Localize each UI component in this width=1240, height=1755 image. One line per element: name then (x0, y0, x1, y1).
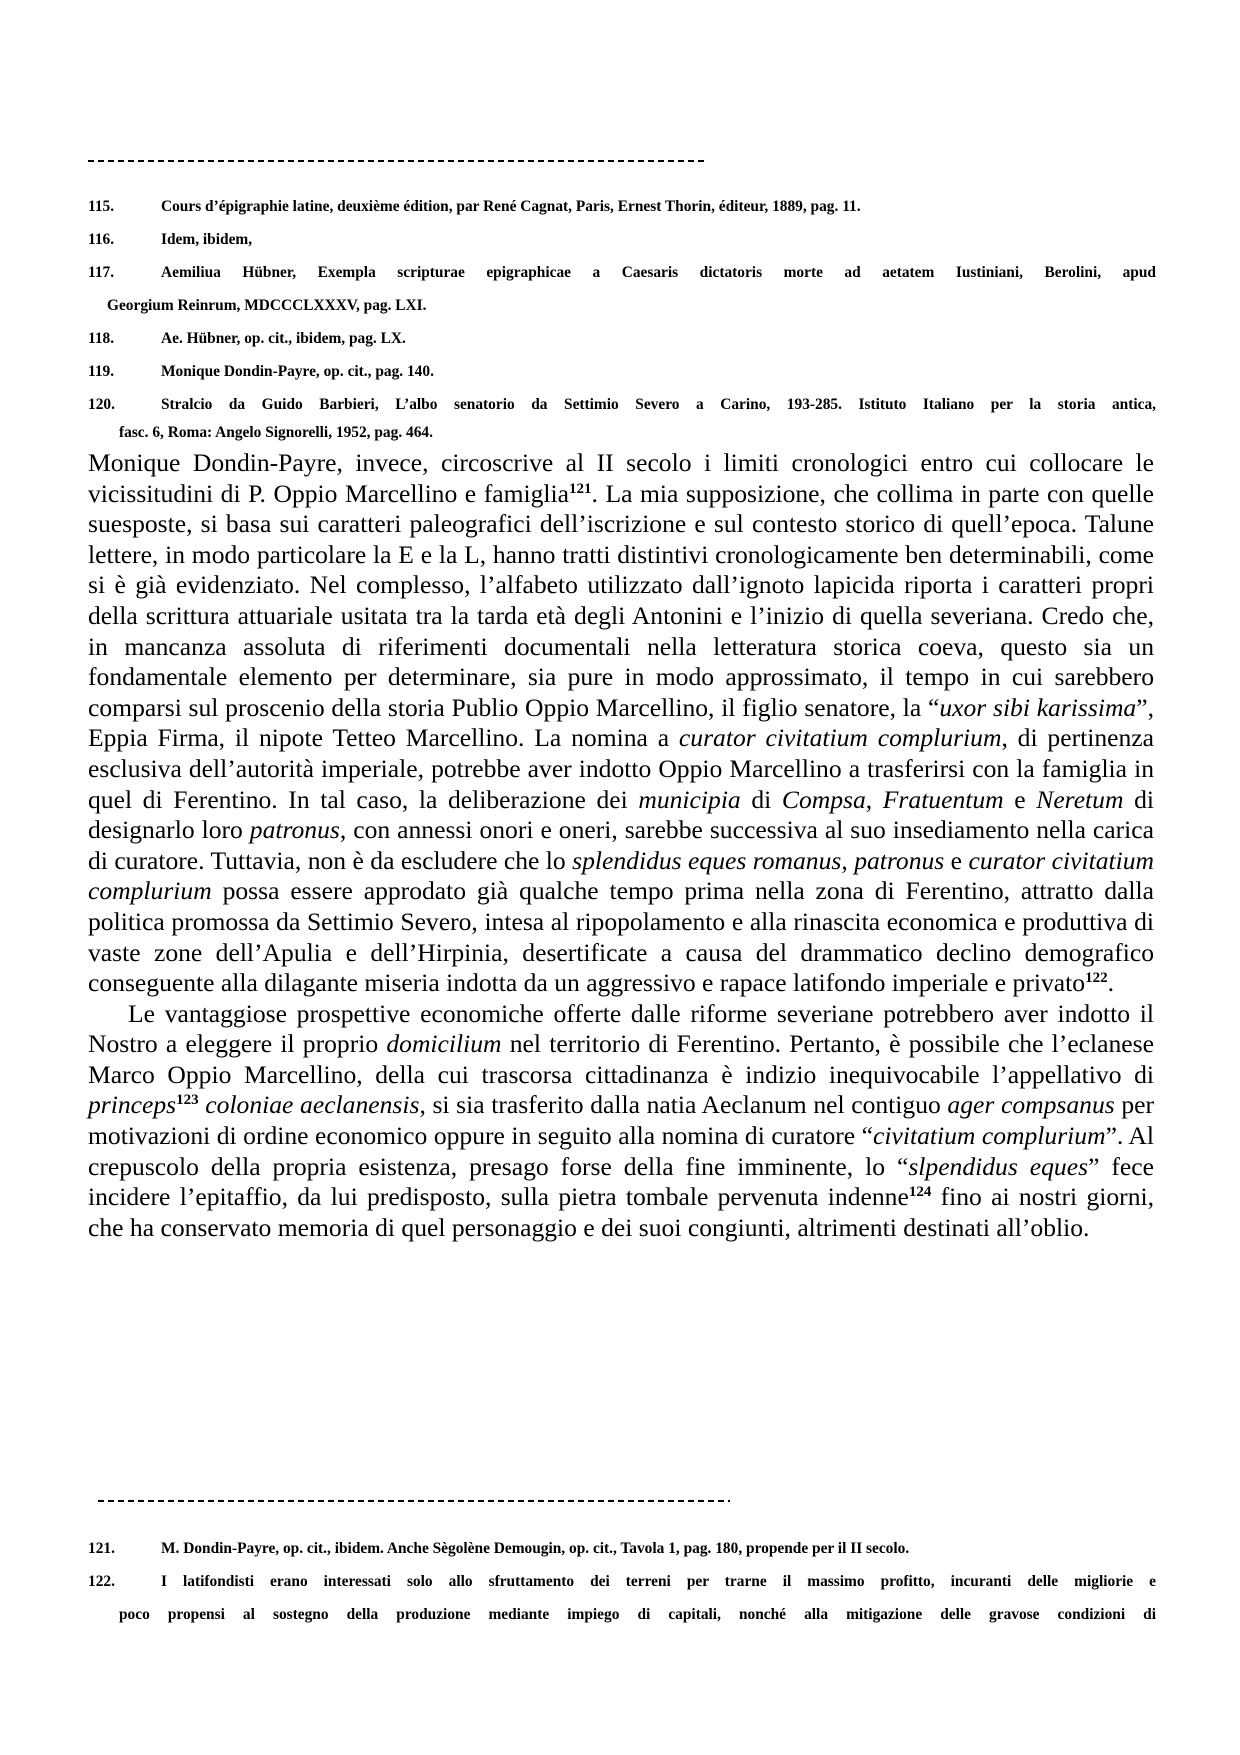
footnote-continuation: Georgium Reinrum, MDCCCLXXXV, pag. LXI. (107, 297, 427, 314)
footnotes-top (88, 190, 1156, 445)
footnote-number: 119. (88, 363, 115, 380)
footnote-118 (88, 322, 1156, 355)
footnote-121 (88, 1532, 1156, 1565)
footnote-number: 115. (88, 198, 115, 215)
footnote-ref-123[interactable]: 123 (176, 1092, 199, 1109)
footnote-text: Aemiliua Hübner, Exempla scripturae epigraphicae a Caesaris dictatoris morte ad aetatem Iustiniani, Berolini, apud (161, 264, 1156, 281)
footnote-ref-121[interactable]: 121 (569, 480, 592, 497)
footnote-117-continuation (88, 289, 1156, 322)
body-text (88, 448, 1154, 1243)
dash-line (88, 160, 708, 162)
footnote-number: 120. (88, 396, 115, 413)
footnote-continuation: poco propensi al sostegno della produzione mediante impiego di capitali, nonché alla mitigazione delle gravose condizioni di (119, 1606, 1156, 1623)
footnote-117 (88, 256, 1156, 289)
footnote-text: Monique Dondin-Payre, op. cit., pag. 140. (161, 363, 434, 380)
footnotes-bottom (88, 1532, 1156, 1631)
footnote-122 (88, 1565, 1156, 1598)
footnote-separator-bottom (98, 1500, 730, 1502)
footnote-continuation: fasc. 6, Roma: Angelo Signorelli, 1952, pag. 464. (119, 424, 433, 441)
footnote-number: 118. (88, 330, 115, 347)
footnote-ref-122[interactable]: 122 (1085, 970, 1108, 987)
footnote-ref-124[interactable]: 124 (908, 1184, 932, 1201)
paragraph-1: Monique Dondin-Payre, invece, circoscrive al II secolo i limiti cronologici entro cui collocare le vicissitudini di P. Oppio Marcellino e famiglia$^{121}$. La mia supposizione, che collima in parte con quelle suesposte, si basa sui caratteri paleografici dell’iscrizione e sul contesto storico di quell’epoca. Talune lettere, in modo particolare la E e la L, hanno tratti distintivi cronologicamente ben determinabili, come si è già evidenziato. Nel complesso, l’alfabeto utilizzato dall’ignoto lapicida riporta i caratteri propri della scrittura attuariale usitata tra la tarda età degli Antonini e l’inizio di quella severiana. Credo che, in mancanza assoluta di riferimenti documentali nella letteratura storica coeva, questo sia un fondamentale elemento per determinare, sia pure in modo approssimato, il tempo in cui sarebbero comparsi sul proscenio della storia Publio Oppio Marcellino, il figlio senatore, la “uxor sibi karissima”, Eppia Firma, il nipote Tetteo Marcellino. La nomina a curator civitatium complurium, di pertinenza esclusiva dell’autorità imperiale, potrebbe aver indotto Oppio Marcellino a trasferirsi con la famiglia in quel di Ferentino. In tal caso, la deliberazione dei municipia di Compsa, Fratuentum e Neretum di designarlo loro patronus, con annessi onori e oneri, sarebbe successiva al suo insediamento nella carica di curatore. Tuttavia, non è da escludere che lo splendidus eques romanus, patronus e curator civitatium complurium possa essere approdato già qualche tempo prima nella zona di Ferentino, attratto dalla politica promossa da Settimio Severo, intesa al ripopolamento e alla rinascita economica e produttiva di vaste zone dell’Apulia e dell’Hirpinia, desertificate a causa del drammatico declino demografico conseguente alla dilagante miseria indotta da un aggressivo e rapace latifondo imperiale e privato$^{122}$. (88, 448, 1155, 998)
footnote-text: Ae. Hübner, op. cit., ibidem, pag. LX. (161, 330, 406, 347)
footnote-text: Idem, ibidem, (161, 231, 253, 248)
footnote-122-continuation (88, 1598, 1156, 1631)
footnote-separator-top (88, 160, 708, 162)
footnote-number: 122. (88, 1573, 115, 1590)
footnote-number: 117. (88, 264, 115, 281)
footnote-text: I latifondisti erano interessati solo allo sfruttamento dei terreni per trarne il massimo profitto, incuranti delle migliorie e (161, 1573, 1156, 1590)
footnote-119 (88, 355, 1156, 388)
footnote-text: Stralcio da Guido Barbieri, L’albo senatorio da Settimio Severo a Carino, 193-285. Istituto Italiano per la storia antica, (161, 396, 1156, 413)
footnote-number: 116. (88, 231, 115, 248)
footnote-text: M. Dondin-Payre, op. cit., ibidem. Anche Sègolène Demougin, op. cit., Tavola 1, pag. 180, propende per il II secolo. (161, 1540, 910, 1557)
footnote-number: 121. (88, 1540, 115, 1557)
footnote-120 (88, 388, 1156, 421)
footnote-text: Cours d’épigraphie latine, deuxième édition, par René Cagnat, Paris, Ernest Thorin, éditeur, 1889, pag. 11. (161, 198, 861, 215)
footnote-120-continuation (88, 421, 1156, 445)
footnote-116 (88, 223, 1156, 256)
dash-line (98, 1500, 730, 1502)
footnote-115 (88, 190, 1156, 223)
paragraph-2: Le vantaggiose prospettive economiche offerte dalle riforme severiane potrebbero aver indotto il Nostro a eleggere il proprio domicilium nel territorio di Ferentino. Pertanto, è possibile che l’eclanese Marco Oppio Marcellino, della cui trascorsa cittadinanza è indizio inequivocabile l’appellativo di princeps$^{123}$ coloniae aeclanensis, si sia trasferito dalla natia Aeclanum nel contiguo ager compsanus per motivazioni di ordine economico oppure in seguito alla nomina di curatore “civitatium complurium”. Al crepuscolo della propria esistenza, presago forse della fine imminente, lo “slpendidus eques” fece incidere l’epitaffio, da lui predisposto, sulla pietra tombale pervenuta indenne$^{124}$ fino ai nostri giorni, che ha conservato memoria di quel personaggio e dei suoi congiunti, altrimenti destinati all’oblio. (88, 998, 1155, 1242)
